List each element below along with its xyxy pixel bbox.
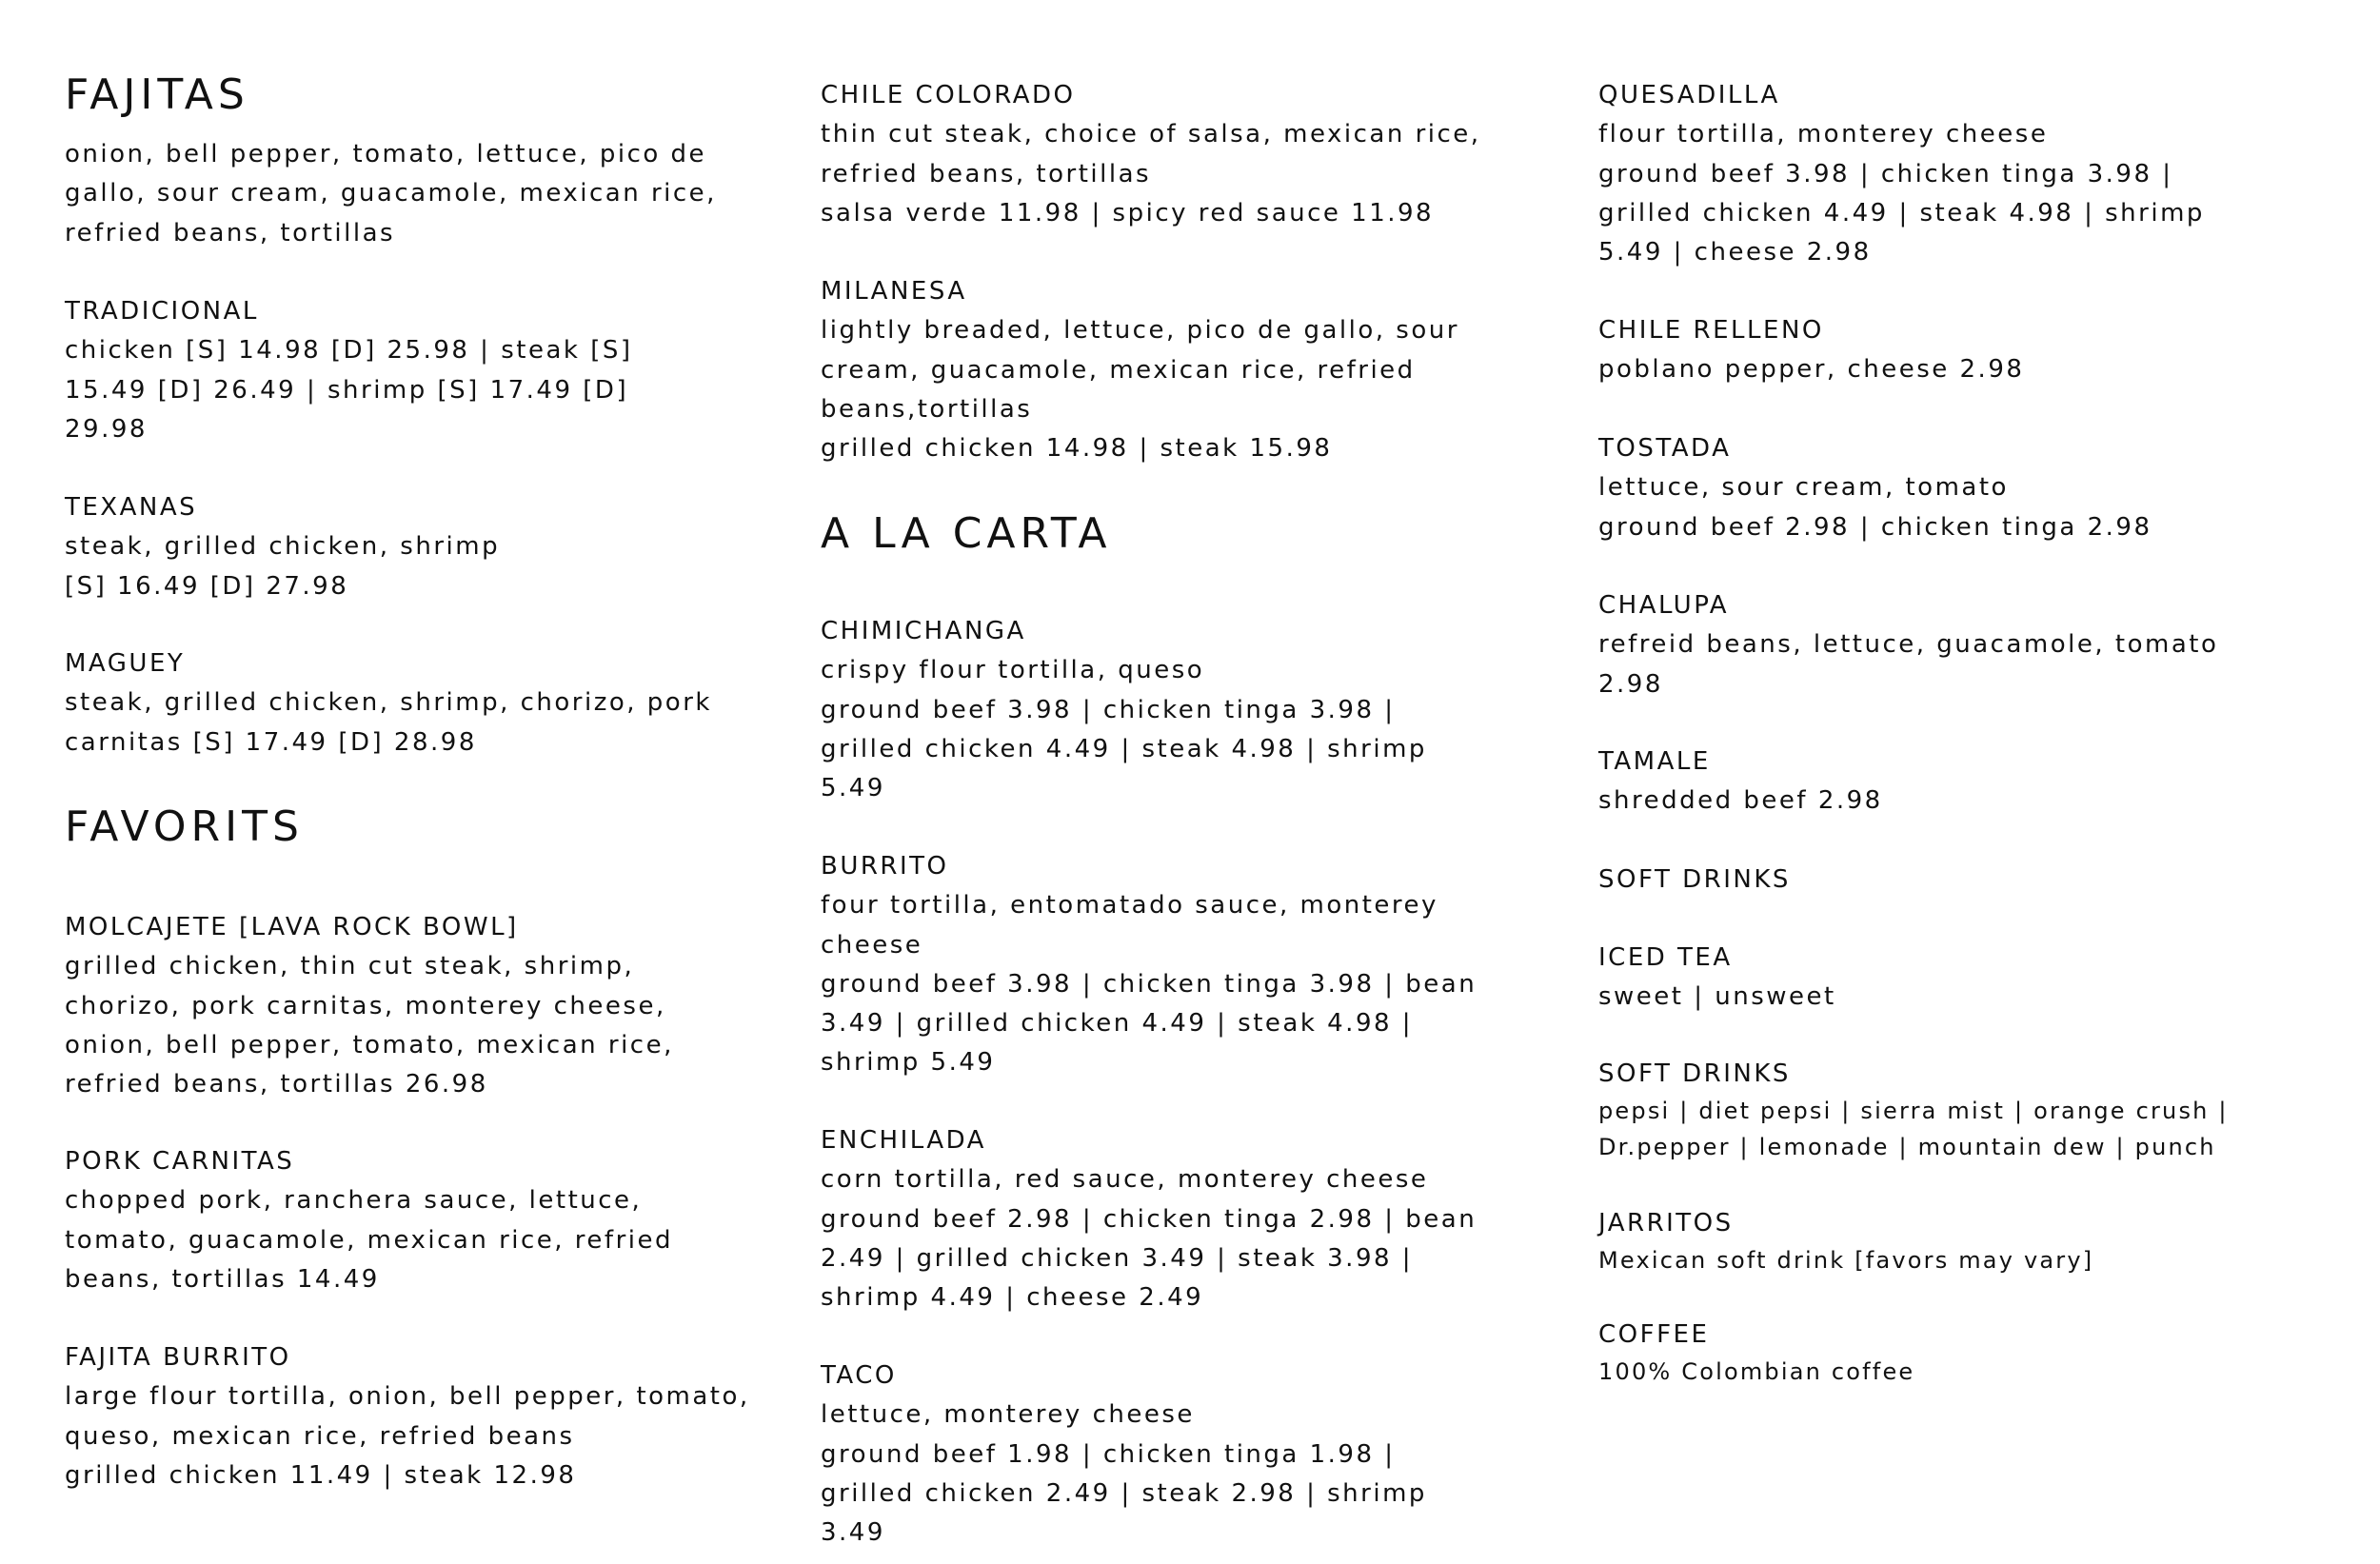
menu-item-name: QUESADILLA: [1598, 81, 1780, 109]
menu-item-iced-tea: [1598, 939, 2350, 1018]
menu-item-jarritos: [1598, 1205, 2350, 1278]
menu-item-detail-line: ground beef 3.98 | chicken tinga 3.98 | bean: [821, 969, 1478, 999]
menu-item-maguey: [65, 644, 769, 762]
menu-item-taco: [821, 1356, 1525, 1553]
menu-item-detail-line: 3.49: [821, 1518, 885, 1548]
menu-item-detail-line: grilled chicken 11.49 | steak 12.98: [65, 1460, 577, 1490]
menu-item-detail-line: beans,tortillas: [821, 394, 1033, 424]
menu-item-name: CHIMICHANGA: [821, 617, 1026, 645]
menu-item-molcajete-lava-rock-bowl: [65, 908, 769, 1104]
menu-item-detail-line: grilled chicken 4.49 | steak 4.98 | shrimp: [1598, 198, 2205, 228]
menu-item-detail-line: poblano pepper, cheese 2.98: [1598, 355, 2025, 385]
menu-item-name: PORK CARNITAS: [65, 1147, 295, 1176]
menu-item-detail-line: chopped pork, ranchera sauce, lettuce,: [65, 1186, 643, 1216]
menu-item-detail-line: grilled chicken 4.49 | steak 4.98 | shrimp: [821, 734, 1427, 763]
menu-item-name: TRADICIONAL: [65, 297, 259, 326]
menu-item-name: SOFT DRINKS: [1598, 1059, 1791, 1088]
menu-item-detail-line: shredded beef 2.98: [1598, 786, 1883, 816]
menu-item-detail-line: ground beef 1.98 | chicken tinga 1.98 |: [821, 1439, 1396, 1469]
menu-item-detail-line: chorizo, pork carnitas, monterey cheese,: [65, 991, 666, 1020]
menu-item-detail-line: tomato, guacamole, mexican rice, refried: [65, 1225, 673, 1255]
menu-item-name: CHILE COLORADO: [821, 81, 1076, 109]
menu-item-detail-line: steak, grilled chicken, shrimp: [65, 532, 501, 562]
menu-item-detail-line: 2.49 | grilled chicken 3.49 | steak 3.98 |: [821, 1243, 1414, 1273]
menu-item-name: CHALUPA: [1598, 591, 1730, 620]
menu-item-name: TAMALE: [1598, 747, 1711, 776]
menu-item-detail-line: shrimp 5.49: [821, 1048, 996, 1078]
menu-item-detail-line: refreid beans, lettuce, guacamole, tomato: [1598, 630, 2219, 660]
menu-item-detail-line: chicken [S] 14.98 [D] 25.98 | steak [S]: [65, 336, 633, 366]
menu-item-detail-line: lettuce, monterey cheese: [821, 1400, 1195, 1430]
menu-item-pork-carnitas: [65, 1142, 769, 1299]
menu-item-chimichanga: [821, 612, 1525, 808]
menu-item-name: MILANESA: [821, 277, 967, 306]
menu-item-detail-line: refried beans, tortillas: [821, 159, 1152, 188]
menu-item-quesadilla: [1598, 76, 2350, 272]
menu-item-chile-relleno: [1598, 311, 2350, 390]
menu-item-detail-line: [S] 16.49 [D] 27.98: [65, 571, 349, 601]
menu-item-detail-line: 15.49 [D] 26.49 | shrimp [S] 17.49 [D]: [65, 375, 629, 405]
menu-item-name: SOFT DRINKS: [1598, 865, 1791, 894]
menu-item-name: CHILE RELLENO: [1598, 316, 1824, 345]
menu-item-name: COFFEE: [1598, 1320, 1710, 1349]
menu-item-detail-line: beans, tortillas 14.49: [65, 1264, 380, 1294]
menu-item-chile-colorado: [821, 76, 1525, 233]
menu-item-detail-line: grilled chicken, thin cut steak, shrimp,: [65, 952, 635, 981]
menu-item-detail-line: four tortilla, entomatado sauce, monterey: [821, 891, 1438, 921]
menu-item-fajita-burrito: [65, 1338, 769, 1495]
menu-item-tradicional: [65, 292, 769, 449]
menu-item-detail-line: ground beef 2.98 | chicken tinga 2.98 | bean: [821, 1204, 1478, 1234]
menu-item-detail-line: gallo, sour cream, guacamole, mexican rice,: [65, 179, 717, 208]
menu-item-detail-line: steak, grilled chicken, shrimp, chorizo, pork: [65, 688, 712, 718]
menu-item-detail-line: ground beef 3.98 | chicken tinga 3.98 |: [1598, 159, 2173, 188]
menu-item-detail-line: Dr.pepper | lemonade | mountain dew | punch: [1598, 1134, 2216, 1160]
menu-item-chalupa: [1598, 586, 2350, 704]
menu-item-soft-drinks: [1598, 1056, 2350, 1166]
menu-item-detail-line: refried beans, tortillas: [65, 218, 396, 247]
menu-item-detail-line: 100% Colombian coffee: [1598, 1357, 1915, 1385]
menu-item-coffee: [1598, 1317, 2350, 1390]
menu-item-name: BURRITO: [821, 852, 949, 881]
menu-item-detail-line: 29.98: [65, 414, 148, 444]
menu-item-detail-line: refried beans, tortillas 26.98: [65, 1070, 488, 1099]
menu-item-detail-line: cheese: [821, 930, 923, 960]
menu-item-detail-line: crispy flour tortilla, queso: [821, 656, 1205, 685]
menu-item-detail-line: sweet | unsweet: [1598, 982, 1836, 1012]
menu-item-detail-line: lettuce, sour cream, tomato: [1598, 473, 2009, 503]
menu-item-description: [65, 135, 769, 253]
menu-item-detail-line: grilled chicken 2.49 | steak 2.98 | shrimp: [821, 1478, 1427, 1508]
menu-item-soft-drinks: [1598, 861, 2350, 900]
menu-item-detail-line: queso, mexican rice, refried beans: [65, 1421, 575, 1451]
menu-item-detail-line: thin cut steak, choice of salsa, mexican rice,: [821, 120, 1481, 149]
section-title-favorits: FAVORITS: [65, 802, 304, 851]
menu-item-name: ICED TEA: [1598, 943, 1733, 972]
menu-item-detail-line: 2.98: [1598, 669, 1663, 699]
section-title-a-la-carta: A LA CARTA: [821, 509, 1112, 558]
section-title-fajitas: FAJITAS: [65, 70, 249, 119]
menu-item-name: MOLCAJETE [LAVA ROCK BOWL]: [65, 913, 519, 941]
menu-item-detail-line: Mexican soft drink [favors may vary]: [1598, 1246, 2094, 1274]
menu-item-name: JARRITOS: [1598, 1209, 1734, 1237]
menu-item-name: ENCHILADA: [821, 1126, 986, 1155]
menu-item-name: FAJITA BURRITO: [65, 1343, 291, 1372]
menu-item-tamale: [1598, 742, 2350, 822]
menu-item-detail-line: 5.49 | cheese 2.98: [1598, 238, 1872, 267]
menu-item-name: TEXANAS: [65, 493, 198, 522]
menu-item-detail-line: cream, guacamole, mexican rice, refried: [821, 355, 1416, 385]
menu-item-name: MAGUEY: [65, 649, 186, 678]
menu-item-detail-line: salsa verde 11.98 | spicy red sauce 11.98: [821, 198, 1435, 228]
menu-item-enchilada: [821, 1121, 1525, 1317]
menu-item-detail-line: onion, bell pepper, tomato, mexican rice,: [65, 1030, 674, 1059]
menu-item-texanas: [65, 488, 769, 606]
menu-item-burrito: [821, 847, 1525, 1083]
menu-item-detail-line: pepsi | diet pepsi | sierra mist | orange crush |: [1598, 1097, 2229, 1124]
menu-item-detail-line: flour tortilla, monterey cheese: [1598, 120, 2049, 149]
menu-item-name: TOSTADA: [1598, 434, 1732, 463]
menu-item-detail-line: ground beef 2.98 | chicken tinga 2.98: [1598, 512, 2152, 542]
menu-item-detail-line: carnitas [S] 17.49 [D] 28.98: [65, 727, 477, 757]
menu-item-milanesa: [821, 272, 1525, 468]
menu-item-detail-line: large flour tortilla, onion, bell pepper, tomato,: [65, 1382, 750, 1412]
menu-item-tostada: [1598, 429, 2350, 547]
menu-item-detail-line: 3.49 | grilled chicken 4.49 | steak 4.98 |: [821, 1009, 1414, 1039]
menu-item-detail-line: lightly breaded, lettuce, pico de gallo, sour: [821, 316, 1459, 346]
menu-item-detail-line: shrimp 4.49 | cheese 2.49: [821, 1283, 1204, 1313]
menu-item-detail-line: ground beef 3.98 | chicken tinga 3.98 |: [821, 695, 1396, 724]
menu-item-detail-line: onion, bell pepper, tomato, lettuce, pico de: [65, 140, 707, 168]
menu-item-detail-line: corn tortilla, red sauce, monterey cheese: [821, 1165, 1429, 1195]
menu-item-detail-line: 5.49: [821, 774, 885, 803]
menu-item-detail-line: grilled chicken 14.98 | steak 15.98: [821, 434, 1333, 464]
menu-item-name: TACO: [821, 1361, 897, 1390]
